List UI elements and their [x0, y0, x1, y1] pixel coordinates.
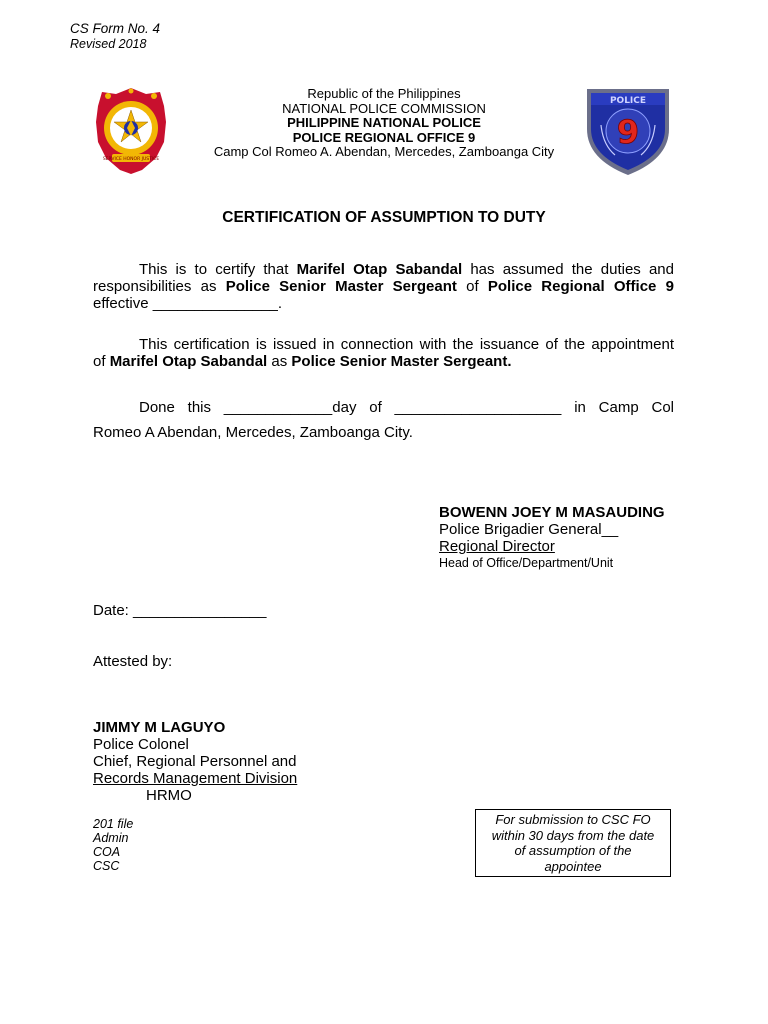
employee-office: Police Regional Office 9: [487, 278, 674, 295]
para1-text-b: has assumed the duties and: [462, 261, 674, 278]
note-line: of assumption of the: [514, 843, 632, 858]
list-item: 201 file: [93, 817, 134, 831]
attester-block: [93, 719, 297, 804]
para2-employee-name: Marifel Otap Sabandal: [109, 353, 268, 370]
para2-employee-rank: Police Senior Master Sergeant.: [291, 353, 512, 370]
para1-text-c: responsibilities as: [93, 278, 226, 295]
para2-text-b: of: [93, 353, 110, 370]
done-this-line: Done this _____________day of ____________________ in Camp Col: [139, 399, 674, 416]
signatory-block: [439, 504, 665, 572]
para1-text-d: of: [456, 278, 488, 295]
shield-number: 9: [616, 113, 640, 151]
paragraph-assumption: [93, 261, 674, 312]
letterhead-line-pnp: PHILIPPINE NATIONAL POLICE: [287, 115, 481, 130]
list-item: CSC: [93, 859, 120, 873]
employee-name: Marifel Otap Sabandal: [296, 261, 463, 278]
date-line: Date: ________________: [93, 602, 267, 619]
para2-text-c: as: [267, 353, 292, 370]
attester-title-line1: Chief, Regional Personnel and: [93, 753, 297, 770]
signatory-position: Regional Director: [439, 538, 555, 555]
effective-date-line: effective _______________.: [93, 295, 283, 312]
attester-title-line2: Records Management Division: [93, 770, 298, 787]
letterhead-line-republic: Republic of the Philippines: [307, 86, 461, 101]
form-revision: Revised 2018: [70, 37, 147, 51]
pro9-shield-icon: [581, 85, 675, 177]
copy-furnished-list: [93, 817, 133, 873]
para1-text-a: This is to certify that: [139, 261, 297, 278]
attester-name: JIMMY M LAGUYO: [93, 719, 226, 736]
document-title: CERTIFICATION OF ASSUMPTION TO DUTY: [222, 209, 546, 226]
done-at-location: Romeo A Abendan, Mercedes, Zamboanga City.: [93, 424, 413, 441]
letterhead-line-napolcom: NATIONAL POLICE COMMISSION: [282, 100, 486, 116]
paragraph-issuance: [93, 336, 674, 370]
attester-title-line3: HRMO: [146, 787, 192, 804]
form-number: CS Form No. 4: [70, 21, 161, 36]
note-line: appointee: [544, 858, 602, 874]
employee-rank: Police Senior Master Sergeant: [225, 278, 457, 295]
signatory-caption: Head of Office/Department/Unit: [439, 556, 614, 570]
list-item: COA: [93, 845, 121, 859]
signatory-name: BOWENN JOEY M MASAUDING: [439, 504, 665, 521]
attester-rank: Police Colonel: [93, 736, 189, 753]
para2-text-a: This certification is issued in connection with the issuance of the appointment: [139, 336, 674, 353]
letterhead-line-pro9: POLICE REGIONAL OFFICE 9: [292, 129, 476, 145]
list-item: Admin: [93, 831, 129, 845]
attested-label: Attested by:: [93, 653, 173, 670]
signatory-rank: Police Brigadier General__: [439, 521, 619, 538]
paragraph-done-this: [93, 395, 674, 445]
pnp-seal-motto: SERVICE HONOR JUSTICE: [102, 157, 160, 162]
submission-note-box: [475, 809, 671, 877]
note-line: For submission to CSC FO: [495, 812, 651, 827]
note-line: within 30 days from the date: [491, 827, 655, 843]
letterhead-line-address: Camp Col Romeo A. Abendan, Mercedes, Zamboanga City: [213, 144, 555, 159]
shield-word-police: POLICE: [609, 96, 647, 106]
